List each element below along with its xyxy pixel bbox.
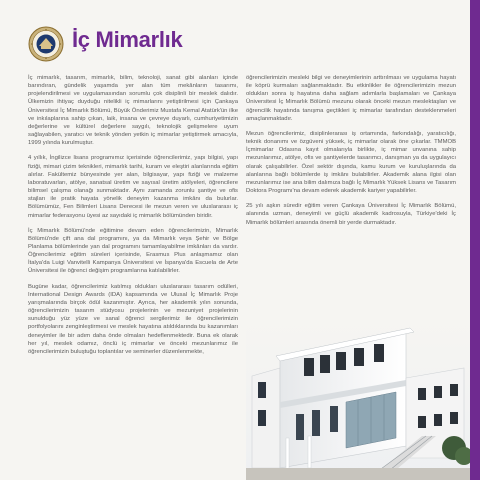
faculty-building-photo (246, 318, 470, 480)
paragraph: İç mimarlık, tasarım, mimarlık, bilim, teknoloji, sanat gibi alanları içinde barındıran, gündelik yaşamda yer alan tüm mekânların tasarımı, projelendirilmesi ve uygulamasından sorumlu çok disiplinli bir meslek dalıdır. Ülkemizin ihtiyaç duyduğu nitelikli iç mimarlarını yetiştirilmesi için Çankaya Üniversitesi İç Mimarlık Bölümü, Büyük Önderimiz Mustafa Kemal Atatürk'ün ilke ve inkılaplarına sahip çıkan, laik, insana ve çevreye duyarlı, cumhuriyetimizin değerlerine ve kültürel değerlere saygılı, teknolojik gelişmelere uyum sağlayabilen, yaratıcı ve teknik yönden yetkin iç mimarlar yetiştirmek amacıyla, 1999 yılında kurulmuştur. (28, 75, 238, 147)
university-seal-logo (28, 26, 64, 62)
paragraph: 25 yılı aşkın süredir eğitim veren Çankaya Üniversitesi İç Mimarlık Bölümü, alanında uzman, deneyimli ve güçlü akademik kadrosuyla, Türkiye'deki İç Mimarlık bölümleri arasında önemli bir yerde durmaktadır. (246, 203, 456, 226)
left-text-column (28, 74, 238, 363)
paragraph: Mezun öğrencilerimiz, disiplinlerarası iş ortamında, farkındalığı, yaratıcılığı, teknik donanımı ve özgüveni yüksek, iç mimarlar olarak öne çıkarlar. TMMOB İçmimarlar Odasına kayıt olmalarıyla birlikte, iç mimar unvanına sahip mezunlarımız, atölye, ofis ve şantiyelerde tasarımcı, danışman ya da uygulayıcı olarak çalışabilirler. Özel sektör dışında, kamu kurum ve kuruluşlarında da alanlarına bağlı bölümlerde iş imkânı bulabilirler. Akademik alana ilgisi olan mezunlarımız ise ana bilim dalımıza bağlı İç Mimarlık Yüksek Lisans ve Tasarım Doktora Programı'na devam ederek akademik kariyer yapabilirler. (246, 130, 456, 195)
page-title: İç Mimarlık (72, 27, 183, 52)
accent-side-bar (470, 0, 480, 480)
paragraph: öğrencilerimizin mesleki bilgi ve deneyimlerinin arttırılması ve uygulama hayatı ile köprü kurmaları sağlanmaktadır. Bu etkinlikler ile öğrencilerimizin mezun oldukları sonra iş hayatına daha sağlam adımlarla başlamaları ve Çankaya Üniversitesi İç Mimarlık Bölümü mezunu olarak önceki mezun meslektaşları ve öğrencilik hayatında tanışma geçtikleri iç mimarlar tarafından desteklenmeleri amaçlanmaktadır. (246, 75, 456, 122)
right-text-column (246, 74, 456, 234)
paragraph: Bugüne kadar, öğrencilerimiz katılmış oldukları uluslararası tasarım odülleri, International Design Awards (IDA) kapsamında ve Ulusal İç Mimarlık Proje yarışmalarında birçok ödül kazanmıştır. Ayrıca, her akademik yılın sonunda, öğrencilerimizin tasarım stüdyosu projelerinin ve mezuniyet projelerinin sunulduğu yüz yüze ve sanal öğrenci sergilerimiz ile öğrencilerimizin portfolyolarını zenginleştirmesi ve meslek hayatına atıldıklarında bu kazanımları deneyimler ile bir adım daha önde olmaları hedeflenmektedir. Buna ek olarak her yıl, meslek odamız, önclü iç mimarlar ve önceki mezunlarımız ile öğrencilerimizin buluştuğu toplantılar ve seminerler düzenlenmekte, (28, 283, 238, 355)
paragraph: İç Mimarlık Bölümü'nde eğitimine devam eden öğrencilerimizin, Mimarlık Bölümü'nde çift ana dal programını, ya da Mimarlık veya Şehir ve Bölge Planlama bölümlerinde yan dal programını tamamlayabilme imkânları da vardır. Öğrencilerimiz eğitim süreleri içerisinde, Erasmus Plus anlaşmamız olan İtalya'da Luigi Vanvitelli Kampanya Üniversitesi ve İspanya'da Escuela de Arte Üniversitesi ile öğrenci değişim programlarına katılabilirler. (28, 227, 238, 275)
paragraph: 4 yıllık, İngilizce lisans programımız içerisinde öğrencilerimiz, yapı bilgisi, yapı fiziği, mimari çizim teknikleri, mimarlık tarihi, kuram ve eleştiri alanlarında eğitim alırlar. Fakültemiz bünyesinde yer alan, bilgisayar, yapı fiziği ve malzeme laboratuvarları, atölye, sanatsal üretim ve sayısal üretim atölyeleri, öğrencilere bilimsel çalışma olanağı sunmaktadır. Aynı zamanda zorunlu şantiye ve ofis stajları ile pratik hayata yönelik deneyim kazanma imkânı da bulurlar. Bölümümüz, Fen Bilimleri Lisans Derecesi ile mezun veren ve uluslararası iç mimarlar federasyonu üyesi az sayıdaki iç mimarlık bölümünden biridir. (28, 155, 238, 219)
